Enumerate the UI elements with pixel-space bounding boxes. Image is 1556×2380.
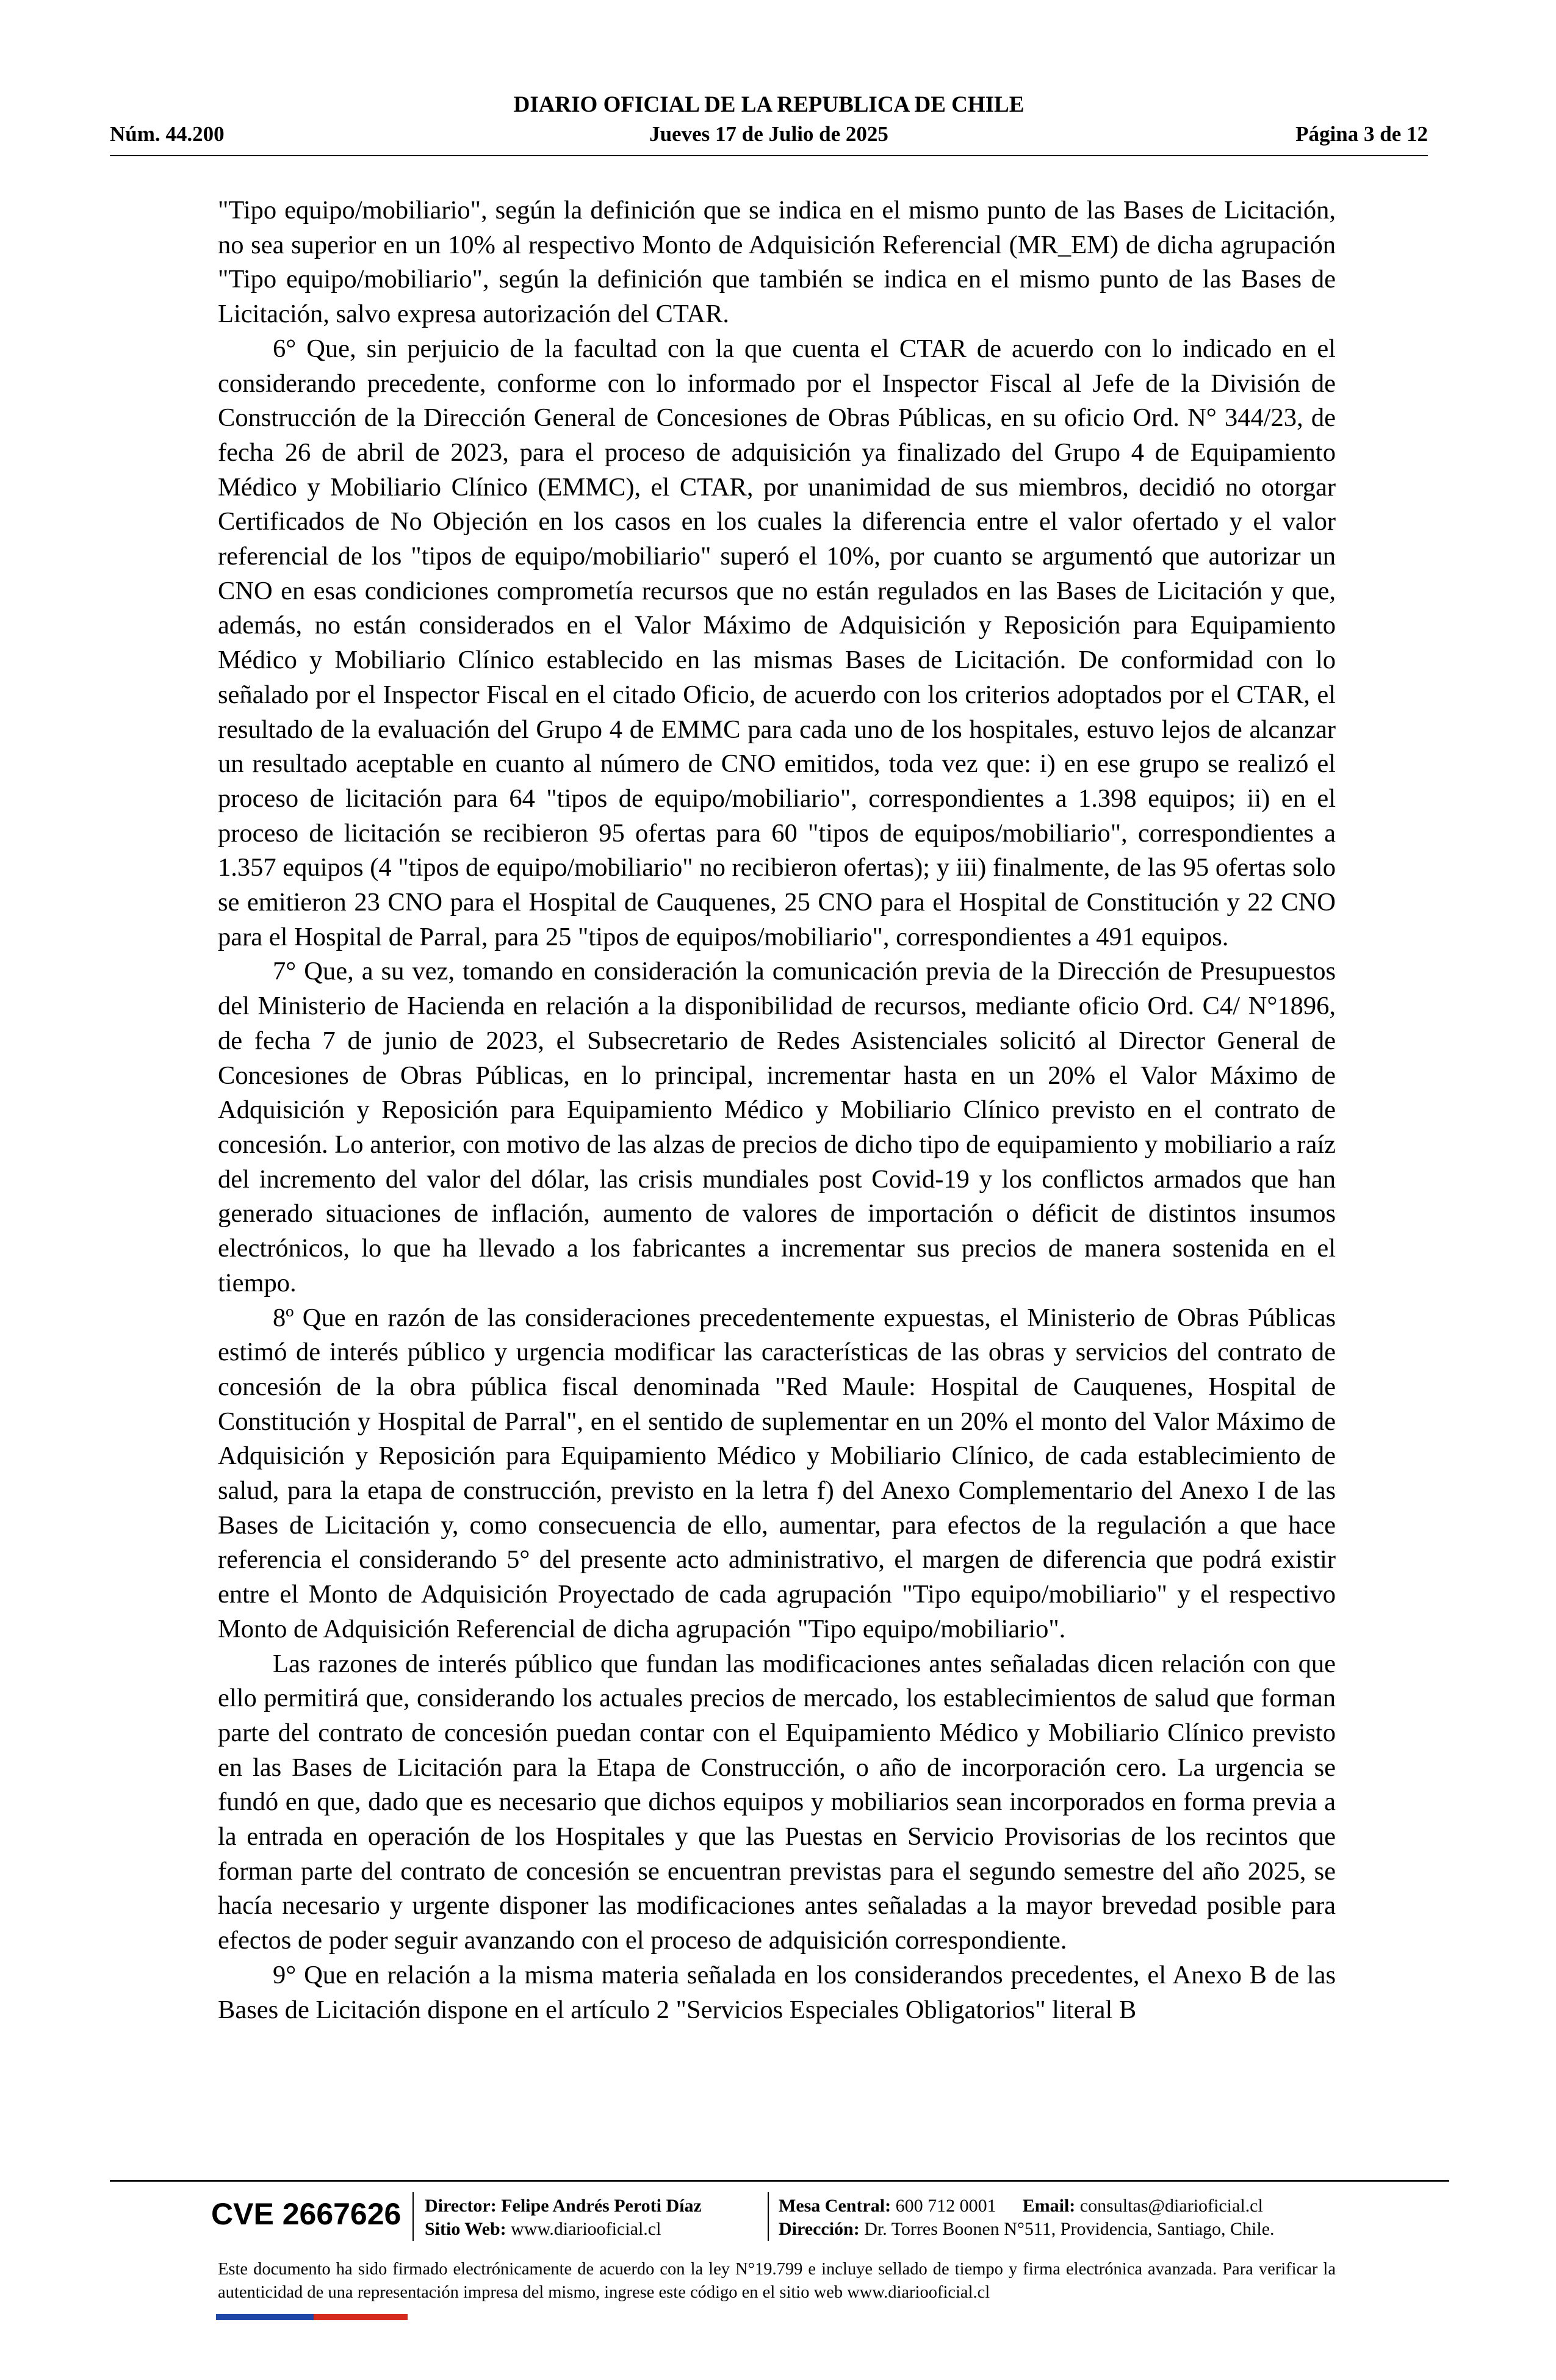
- issue-date: Jueves 17 de Julio de 2025: [649, 122, 888, 146]
- address-line: [779, 2218, 1275, 2241]
- email-link[interactable]: consultas@diarioficial.cl: [1079, 2196, 1263, 2216]
- phone-number: 600 712 0001: [895, 2196, 996, 2216]
- director-line: [425, 2194, 702, 2218]
- paragraph-considerando-6: 6° Que, sin perjuicio de la facultad con la que cuenta el CTAR de acuerdo con lo indicado en el considerando precedente, conforme con lo informado por el Inspector Fiscal al Jefe de la División de Construcción de la Dirección General de Concesiones de Obras Públicas, en su oficio Ord. N° 344/23, de fecha 26 de abril de 2023, para el proceso de adquisición ya finalizado del Grupo 4 de Equipamiento Médico y Mobiliario Clínico (EMMC), el CTAR, por unanimidad de sus miembros, decidió no otorgar Certificados de No Objeción en los casos en los cuales la diferencia entre el valor ofertado y el valor referencial de los "tipos de equipo/mobiliario" superó el 10%, por cuanto se argumentó que autorizar un CNO en esas condiciones comprometía recursos que no están regulados en las Bases de Licitación y que, además, no están considerados en el Valor Máximo de Adquisición y Reposición para Equipamiento Médico y Mobiliario Clínico establecido en las mismas Bases de Licitación. De conformidad con lo señalado por el Inspector Fiscal en el citado Oficio, de acuerdo con los criterios adoptados por el CTAR, el resultado de la evaluación del Grupo 4 de EMMC para cada uno de los hospitales, estuvo lejos de alcanzar un resultado aceptable en cuanto al número de CNO emitidos, toda vez que: i) en ese grupo se realizó el proceso de licitación para 64 "tipos de equipo/mobiliario", correspondientes a 1.398 equipos; ii) en el proceso de licitación se recibieron 95 ofertas para 60 "tipos de equipos/mobiliario", correspondientes a 1.357 equipos (4 "tipos de equipo/mobiliario" no recibieron ofertas); y iii) finalmente, de las 95 ofertas solo se emitieron 23 CNO para el Hospital de Cauquenes, 25 CNO para el Hospital de Constitución y 22 CNO para el Hospital de Parral, para 25 "tipos de equipos/mobiliario", correspondientes a 491 equipos.: [218, 334, 1336, 951]
- page-header: [110, 92, 1428, 157]
- publication-title: DIARIO OFICIAL DE LA REPUBLICA DE CHILE: [513, 92, 1025, 117]
- email-label: Email:: [1022, 2196, 1076, 2216]
- issue-number: Núm. 44.200: [110, 122, 225, 146]
- footer-rule: [110, 2180, 1449, 2182]
- electronic-signature-note: Este documento ha sido firmado electrónicamente de acuerdo con la ley N°19.799 e incluye sellado de tiempo y firma electrónica avanzada. Para verificar la autenticidad de una representación impresa del mismo, ingrese este código en el sitio web www.diariooficial.cl: [218, 2260, 1336, 2302]
- page-number: Página 3 de 12: [1295, 122, 1428, 146]
- footer-divider: [768, 2192, 769, 2241]
- contact-line: [779, 2194, 1263, 2218]
- address-text: Dr. Torres Boonen N°511, Providencia, Santiago, Chile.: [864, 2219, 1275, 2239]
- director-name: Felipe Andrés Peroti Díaz: [501, 2196, 702, 2216]
- header-rule: [110, 155, 1428, 156]
- flag-stripe-blue: [216, 2314, 314, 2320]
- phone-label: Mesa Central:: [779, 2196, 891, 2216]
- address-label: Dirección:: [779, 2219, 860, 2239]
- paragraph-considerando-7: 7° Que, a su vez, tomando en consideración la comunicación previa de la Dirección de Presupuestos del Ministerio de Hacienda en relación a la disponibilidad de recursos, mediante oficio Ord. C4/ N°1896, de fecha 7 de junio de 2023, el Subsecretario de Redes Asistenciales solicitó al Director General de Concesiones de Obras Públicas, en lo principal, incrementar hasta en un 20% el Valor Máximo de Adquisición y Reposición para Equipamiento Médico y Mobiliario Clínico previsto en el contrato de concesión. Lo anterior, con motivo de las alzas de precios de dicho tipo de equipamiento y mobiliario a raíz del incremento del valor del dólar, las crisis mundiales post Covid-19 y los conflictos armados que han generado situaciones de inflación, aumento de valores de importación o déficit de distintos insumos electrónicos, lo que ha llevado a los fabricantes a incrementar sus precios de manera sostenida en el tiempo.: [218, 957, 1336, 1297]
- cve-code: CVE 2667626: [211, 2197, 402, 2231]
- footer-divider: [412, 2192, 414, 2241]
- director-label: Director:: [425, 2196, 497, 2216]
- paragraph-continuation: "Tipo equipo/mobiliario", según la definición que se indica en el mismo punto de las Bases de Licitación, no sea superior en un 10% al respectivo Monto de Adquisición Referencial (MR_EM) de dicha agrupación "Tipo equipo/mobiliario", según la definición que también se indica en el mismo punto de las Bases de Licitación, salvo expresa autorización del CTAR.: [218, 196, 1336, 329]
- document-body: [218, 193, 1336, 2027]
- website-label: Sitio Web:: [425, 2219, 506, 2239]
- paragraph-considerando-8: 8º Que en razón de las consideraciones precedentemente expuestas, el Ministerio de Obras Públicas estimó de interés público y urgencia modificar las características de las obras y servicios del contrato de concesión de la obra pública fiscal denominada "Red Maule: Hospital de Cauquenes, Hospital de Constitución y Hospital de Parral", en el sentido de suplementar en un 20% el monto del Valor Máximo de Adquisición y Reposición para Equipamiento Médico y Mobiliario Clínico, de cada establecimiento de salud, para la etapa de construcción, previsto en la letra f) del Anexo Complementario del Anexo I de las Bases de Licitación y, como consecuencia de ello, aumentar, para efectos de la regulación a que hace referencia el considerando 5° del presente acto administrativo, el margen de diferencia que podrá existir entre el Monto de Adquisición Proyectado de cada agrupación "Tipo equipo/mobiliario" y el respectivo Monto de Adquisición Referencial de dicha agrupación "Tipo equipo/mobiliario".: [218, 1303, 1336, 1643]
- website-line: [425, 2218, 661, 2241]
- paragraph-considerando-9: 9° Que en relación a la misma materia señalada en los considerandos precedentes, el Anexo B de las Bases de Licitación dispone en el artículo 2 "Servicios Especiales Obligatorios" literal B: [218, 1960, 1336, 2024]
- paragraph-public-interest: Las razones de interés público que fundan las modificaciones antes señaladas dicen relación con que ello permitirá que, considerando los actuales precios de mercado, los establecimientos de salud que forman parte del contrato de concesión puedan contar con el Equipamiento Médico y Mobiliario Clínico previsto en las Bases de Licitación para la Etapa de Construcción, o año de incorporación cero. La urgencia se fundó en que, dado que es necesario que dichos equipos y mobiliarios sean incorporados en forma previa a la entrada en operación de los Hospitales y que las Puestas en Servicio Provisorias de los recintos que forman parte del contrato de concesión se encuentran previstas para el segundo semestre del año 2025, se hacía necesario y urgente disponer las modificaciones antes señaladas a la mayor brevedad posible para efectos de poder seguir avanzando con el proceso de adquisición correspondiente.: [218, 1649, 1336, 1955]
- flag-stripe-red: [314, 2314, 408, 2320]
- website-link[interactable]: www.diariooficial.cl: [511, 2219, 661, 2239]
